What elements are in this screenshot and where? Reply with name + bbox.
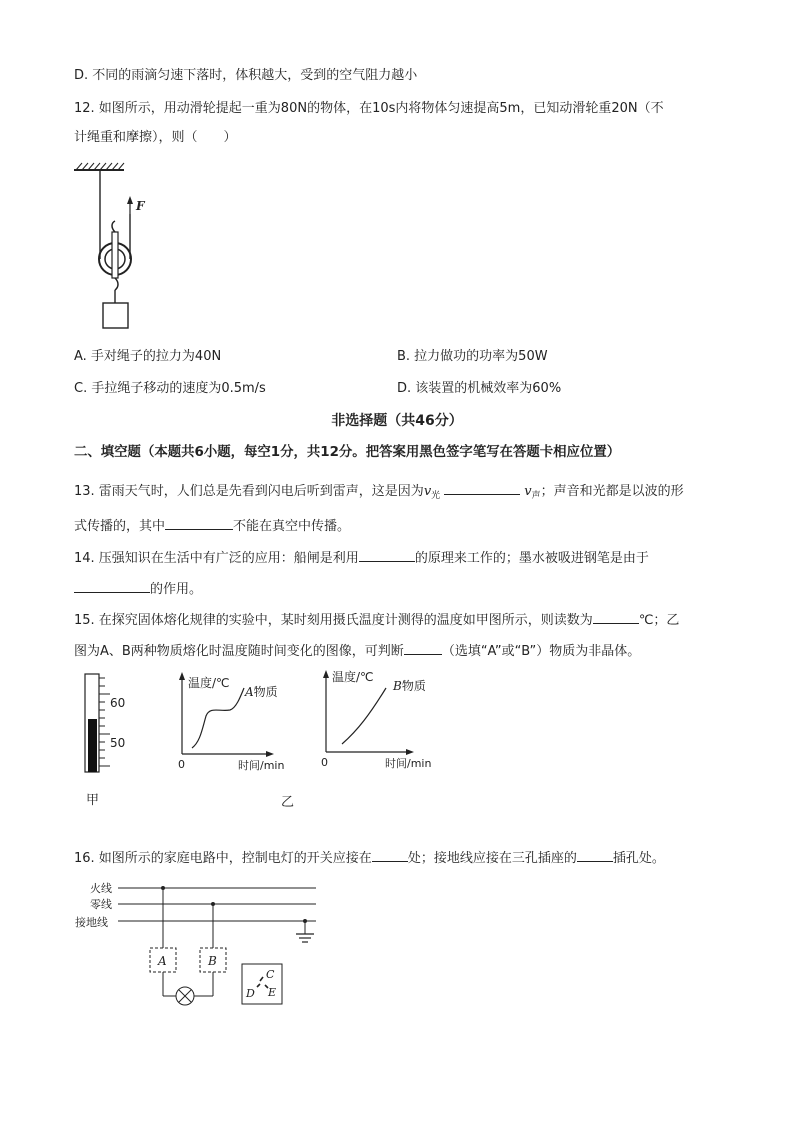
- graph-a-series-letter: A: [245, 685, 254, 699]
- graph-b-origin: 0: [321, 756, 328, 769]
- section-title: 非选择题（共46分）: [331, 413, 463, 429]
- graph-b-series-label: [392, 678, 426, 693]
- thermo-tick-50: 50: [110, 736, 126, 750]
- q13-line2: [74, 515, 350, 537]
- q16-blank-1[interactable]: [372, 847, 408, 862]
- box-b-label: B: [208, 954, 217, 968]
- graph-a-ylabel: 温度/℃: [188, 676, 230, 690]
- q14-text-mid: 的原理来工作的；墨水被吸进钢笔是由于: [414, 551, 649, 566]
- q13-blank-2[interactable]: [165, 515, 233, 530]
- pulley-diagram: [70, 162, 160, 334]
- q14-blank-1[interactable]: [359, 547, 415, 562]
- q13-text-2b: 不能在真空中传播。: [233, 519, 351, 534]
- q15-text-2b: （选填“A”或“B”）物质为非晶体。: [441, 644, 641, 659]
- v-sub-light: 光: [431, 491, 441, 501]
- q14-line1: [74, 547, 649, 569]
- q12-option-c: C. 手拉绳子移动的速度为0.5m/s: [74, 381, 266, 396]
- wire-neutral-label: 零线: [90, 898, 112, 911]
- force-label: F: [136, 199, 145, 213]
- q13-blank-1[interactable]: [444, 480, 520, 495]
- q12-option-a: A. 手对绳子的拉力为40N: [74, 349, 222, 364]
- thermometer-figure: [70, 672, 140, 776]
- graph-a: [170, 670, 290, 780]
- q14-line2: [74, 578, 202, 600]
- q12-option-b: B. 拉力做功的功率为50W: [397, 349, 548, 364]
- q12-option-d: D. 该装置的机械效率为60%: [397, 381, 562, 396]
- part2-title: 二、填空题（本题共6小题，每空1分，共12分。把答案用黑色签字笔写在答题卡相应位置）: [74, 445, 621, 460]
- graph-b-series-letter: B: [393, 679, 402, 693]
- q14-text-2: 的作用。: [150, 582, 203, 597]
- thermo-tick-60: 60: [110, 696, 126, 710]
- q13-text-post: ；声音和光都是以波的形: [540, 484, 684, 499]
- q13-line1: [74, 480, 684, 506]
- q16-blank-2[interactable]: [577, 847, 613, 862]
- socket-e-label: E: [268, 986, 277, 999]
- q12-stem-line1: 12. 如图所示，用动滑轮提起一重为80N的物体，在10s内将物体匀速提高5m，已知动滑轮重20N（不: [74, 101, 664, 116]
- q13-text-pre: 13. 雷雨天气时，人们总是先看到闪电后听到雷声，这是因为: [74, 484, 424, 499]
- q15-text-pre: 15. 在探究固体熔化规律的实验中，某时刻用摄氏温度计测得的温度如甲图所示，则读数为: [74, 613, 593, 628]
- q15-line1: [74, 609, 679, 631]
- graph-a-series-label: [244, 684, 278, 699]
- graph-a-xlabel: 时间/min: [238, 759, 285, 772]
- q16-text-pre: 16. 如图所示的家庭电路中，控制电灯的开关应接在: [74, 851, 372, 866]
- q16-text-post: 插孔处。: [612, 851, 665, 866]
- q13-text-2a: 式传播的，其中: [74, 519, 166, 534]
- v-symbol: v: [423, 484, 432, 499]
- q16-text-mid: 处；接地线应接在三孔插座的: [407, 851, 577, 866]
- q15-text-2a: 图为A、B两种物质熔化时温度随时间变化的图像，可判断: [74, 644, 404, 659]
- q15-line2: [74, 640, 640, 662]
- label-jia: 甲: [86, 793, 100, 808]
- graph-b: [314, 666, 439, 776]
- q15-text-unit: ℃；乙: [638, 613, 680, 628]
- q14-text-pre: 14. 压强知识在生活中有广泛的应用：船闸是利用: [74, 551, 359, 566]
- v-symbol: v: [524, 484, 532, 499]
- q15-blank-2[interactable]: [404, 640, 442, 655]
- q15-blank-1[interactable]: [593, 609, 639, 624]
- wire-live-label: 火线: [90, 882, 112, 895]
- q12-stem-line2: 计绳重和摩擦），则（ ）: [74, 130, 237, 145]
- lamp-icon: [176, 987, 194, 1005]
- q11-option-d: D. 不同的雨滴匀速下落时，体积越大，受到的空气阻力越小: [74, 68, 418, 83]
- v-sub-sound: 声: [531, 491, 541, 501]
- box-a-label: A: [158, 954, 167, 968]
- graph-a-origin: 0: [178, 758, 185, 771]
- graph-b-xlabel: 时间/min: [385, 757, 432, 770]
- graph-a-series-text: 物质: [253, 685, 278, 699]
- q16-line1: [74, 847, 665, 869]
- label-yi: 乙: [281, 795, 295, 810]
- q14-blank-2[interactable]: [74, 578, 150, 593]
- circuit-diagram: [70, 878, 330, 1018]
- socket-c-label: C: [266, 968, 275, 981]
- graph-b-series-text: 物质: [401, 679, 426, 693]
- socket-d-label: D: [246, 987, 255, 1000]
- graph-b-ylabel: 温度/℃: [332, 670, 374, 684]
- wire-ground-label: 接地线: [75, 916, 108, 929]
